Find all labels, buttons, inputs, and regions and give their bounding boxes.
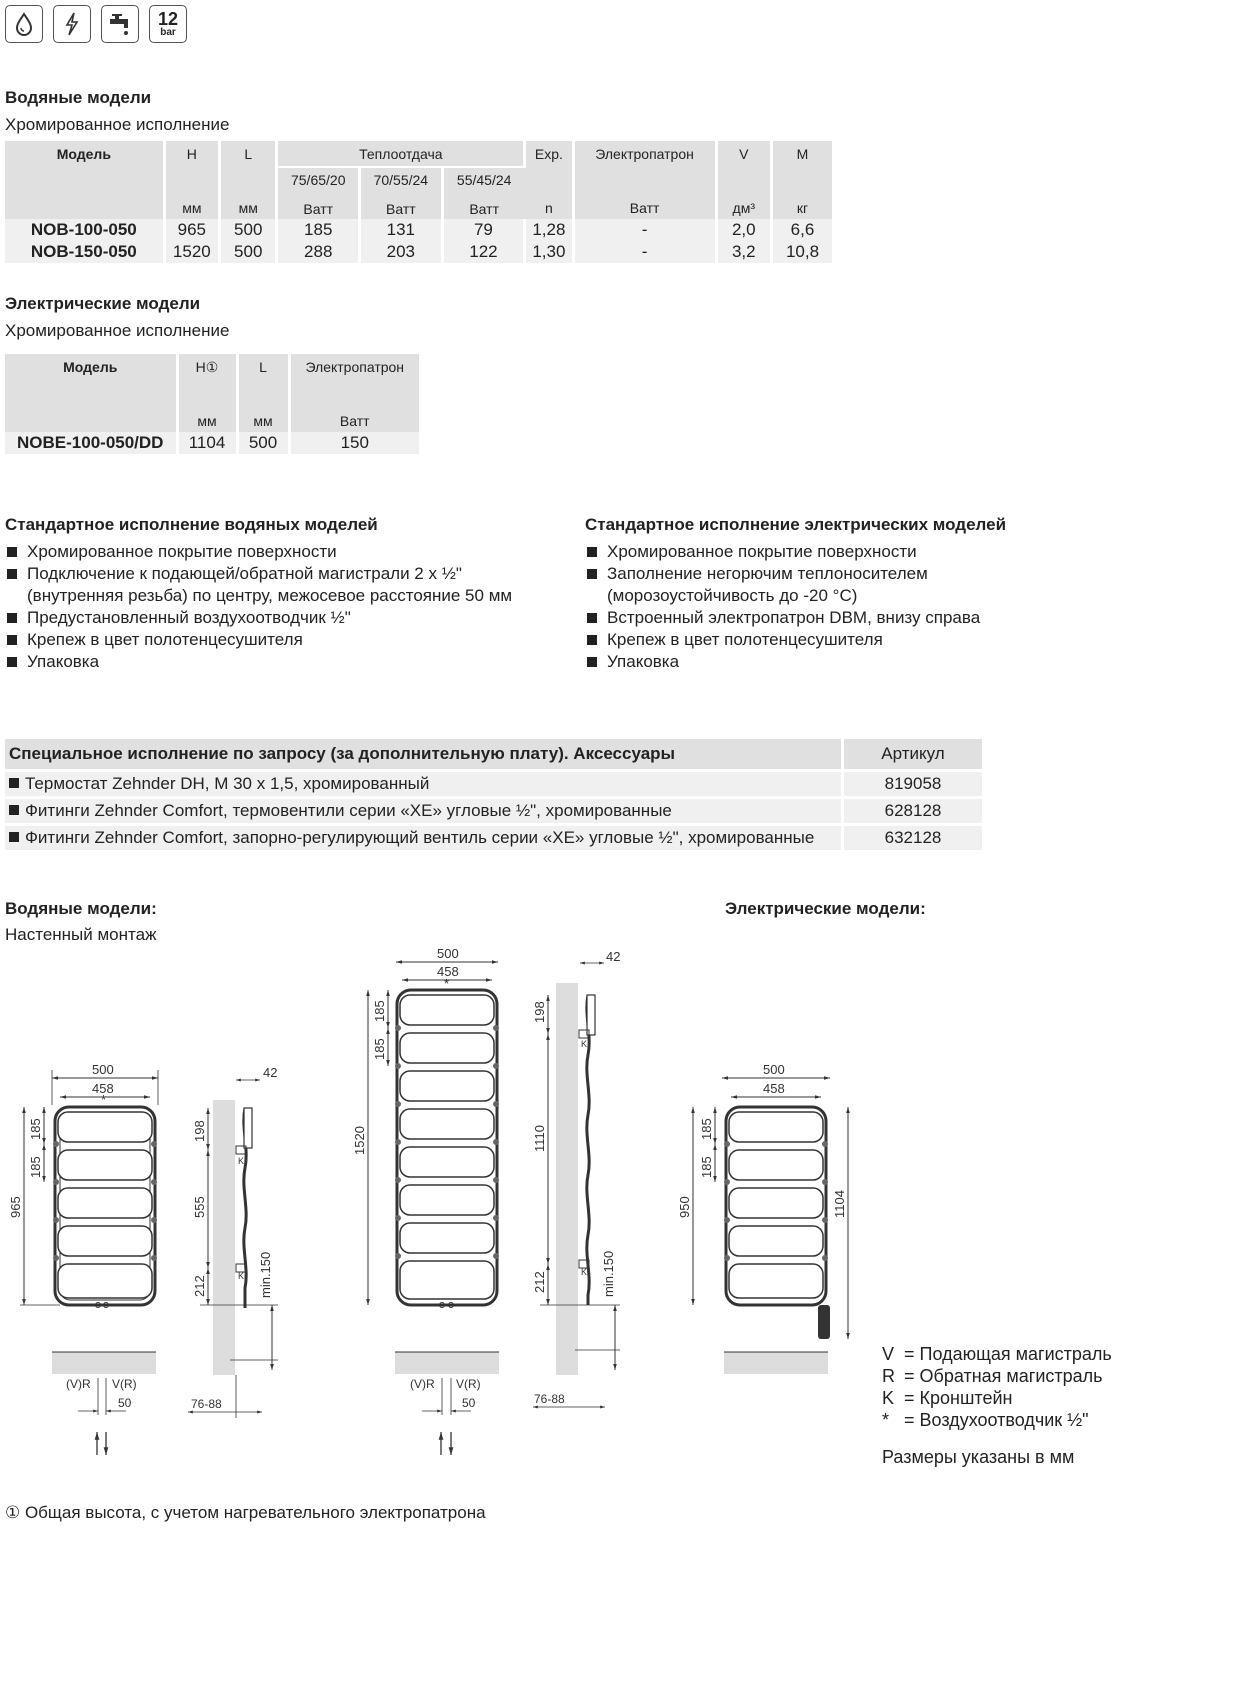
dim-212: 212 — [532, 1271, 547, 1293]
col-model: Модель — [5, 141, 164, 219]
col-l: L мм — [237, 354, 289, 432]
std-water-title: Стандартное исполнение водяных моделей — [5, 515, 378, 534]
col-heat: Теплоотдача — [277, 141, 525, 167]
dim-198: 198 — [192, 1120, 207, 1142]
star-mark: * — [444, 976, 450, 991]
legend-item: * = Воздухоотводчик ½" — [882, 1410, 1089, 1430]
dim-50: 50 — [462, 1396, 476, 1410]
water-models-subtitle: Хромированное исполнение — [5, 115, 230, 134]
table-row: Фитинги Zehnder Comfort, термовентили серии «XE» угловые ½", хромированные 628128 — [5, 798, 982, 825]
dim-185: 185 — [699, 1156, 714, 1178]
dim-965: 965 — [8, 1196, 23, 1218]
dim-1104: 1104 — [832, 1190, 847, 1218]
label-vr: (V)R — [66, 1377, 91, 1391]
col-v: V дм³ — [716, 141, 771, 219]
water-drop-icon — [5, 5, 43, 43]
col-el: Электропатрон Ватт — [289, 354, 419, 432]
accessories-title: Специальное исполнение по запросу (за дополнительную плату). Аксессуары — [5, 739, 843, 771]
dim-42: 42 — [606, 949, 621, 964]
col-t1: 75/65/20 — [277, 167, 360, 193]
list-item: Упаковка — [5, 651, 585, 673]
drawing-water-title: Водяные модели: — [5, 899, 157, 918]
table-row: NOBE-100-050/DD 1104 500 150 — [5, 432, 419, 454]
list-item: Встроенный электропатрон DBM, внизу справа — [585, 607, 1145, 629]
legend-item: K = Кронштейн — [882, 1388, 1013, 1408]
legend-item: R = Обратная магистраль — [882, 1366, 1103, 1386]
table-row: NOB-100-050 965 500 185 131 79 1,28 - 2,0 6,6 — [5, 219, 832, 241]
col-h: H① мм — [177, 354, 237, 432]
dim-1520: 1520 — [352, 1126, 367, 1155]
dim-min150: min.150 — [601, 1250, 616, 1297]
dim-458: 458 — [437, 964, 459, 979]
dim-198: 198 — [532, 1001, 547, 1023]
dim-185: 185 — [28, 1118, 43, 1140]
drawing-water-subtitle: Настенный монтаж — [5, 925, 157, 944]
dim-185: 185 — [699, 1118, 714, 1140]
label-rv: V(R) — [456, 1377, 481, 1391]
electric-models-table — [5, 354, 419, 454]
electric-models-title: Электрические модели — [5, 294, 201, 313]
dim-500: 500 — [763, 1062, 785, 1077]
legend — [882, 1343, 1112, 1431]
label-k: K — [581, 1039, 588, 1049]
drawing-water-1520-side — [533, 963, 620, 1407]
dim-50: 50 — [118, 1396, 132, 1410]
article-header: Артикул — [843, 739, 983, 771]
unit-watt: Ватт — [360, 193, 443, 219]
col-t2: 70/55/24 — [360, 167, 443, 193]
electric-models-subtitle: Хромированное исполнение — [5, 321, 230, 340]
dim-555: 555 — [192, 1196, 207, 1218]
water-models-table — [5, 141, 832, 263]
unit-watt: Ватт — [277, 193, 360, 219]
drawing-electric-title: Электрические модели: — [725, 899, 926, 918]
col-h: H мм — [164, 141, 219, 219]
col-l: L мм — [220, 141, 277, 219]
std-water-list — [5, 541, 585, 673]
pressure-unit: bar — [160, 27, 176, 38]
list-item: Упаковка — [585, 651, 1145, 673]
list-item: Предустановленный воздухоотводчик ½" — [5, 607, 585, 629]
pressure-badge — [149, 5, 187, 43]
dim-1110: 1110 — [532, 1125, 547, 1152]
dim-212: 212 — [192, 1275, 207, 1297]
std-electric-title: Стандартное исполнение электрических моделей — [585, 515, 1007, 534]
dim-76-88: 76-88 — [191, 1397, 222, 1411]
dim-185: 185 — [372, 1038, 387, 1060]
dim-950: 950 — [677, 1196, 692, 1218]
dim-500: 500 — [437, 946, 459, 961]
faucet-icon — [101, 5, 139, 43]
label-k: K — [581, 1267, 588, 1277]
list-item: Крепеж в цвет полотенцесушителя — [5, 629, 585, 651]
col-m: M кг — [771, 141, 832, 219]
label-k: K — [238, 1156, 245, 1166]
table-row: NOB-150-050 1520 500 288 203 122 1,30 - 3,2 10,8 — [5, 241, 832, 263]
col-t3: 55/45/24 — [442, 167, 525, 193]
footnote: ① Общая высота, с учетом нагревательного электропатрона — [5, 1503, 486, 1522]
drawing-electric-front — [693, 1078, 848, 1374]
col-exp: Exp. n — [525, 141, 573, 219]
table-row: Фитинги Zehnder Comfort, запорно-регулирующий вентиль серии «XE» угловые ½", хромированные 632128 — [5, 825, 982, 851]
dim-185: 185 — [372, 1000, 387, 1022]
dim-458: 458 — [763, 1081, 785, 1096]
dim-458: 458 — [92, 1081, 114, 1096]
list-item: Заполнение негорючим теплоносителем (морозоустойчивость до -20 °C) — [585, 563, 1145, 607]
std-electric-list — [585, 541, 1145, 673]
list-item: Подключение к подающей/обратной магистрали 2 x ½" (внутренняя резьба) по центру, межосевое расстояние 50 мм — [5, 563, 585, 607]
accessories-table — [5, 739, 982, 850]
list-item: Хромированное покрытие поверхности — [5, 541, 585, 563]
dim-185: 185 — [28, 1156, 43, 1178]
label-rv: V(R) — [112, 1377, 137, 1391]
water-models-title: Водяные модели — [5, 88, 152, 107]
col-el: Электропатрон Ватт — [573, 141, 716, 219]
list-item: Хромированное покрытие поверхности — [585, 541, 1145, 563]
dim-500: 500 — [92, 1062, 114, 1077]
label-k: K — [238, 1271, 245, 1281]
icon-row — [5, 5, 187, 43]
col-model: Модель — [5, 354, 177, 432]
dim-42: 42 — [263, 1065, 278, 1080]
dim-76-88: 76-88 — [534, 1392, 565, 1406]
legend-item: V = Подающая магистраль — [882, 1344, 1112, 1364]
unit-watt: Ватт — [442, 193, 525, 219]
label-vr: (V)R — [410, 1377, 435, 1391]
dim-min150: min.150 — [258, 1251, 273, 1298]
lightning-icon — [53, 5, 91, 43]
star-mark: * — [101, 1092, 107, 1107]
table-row: Термостат Zehnder DH, M 30 x 1,5, хромированный 819058 — [5, 771, 982, 798]
dimensions-note: Размеры указаны в мм — [882, 1447, 1075, 1467]
list-item: Крепеж в цвет полотенцесушителя — [585, 629, 1145, 651]
pressure-value: 12 — [157, 9, 179, 29]
